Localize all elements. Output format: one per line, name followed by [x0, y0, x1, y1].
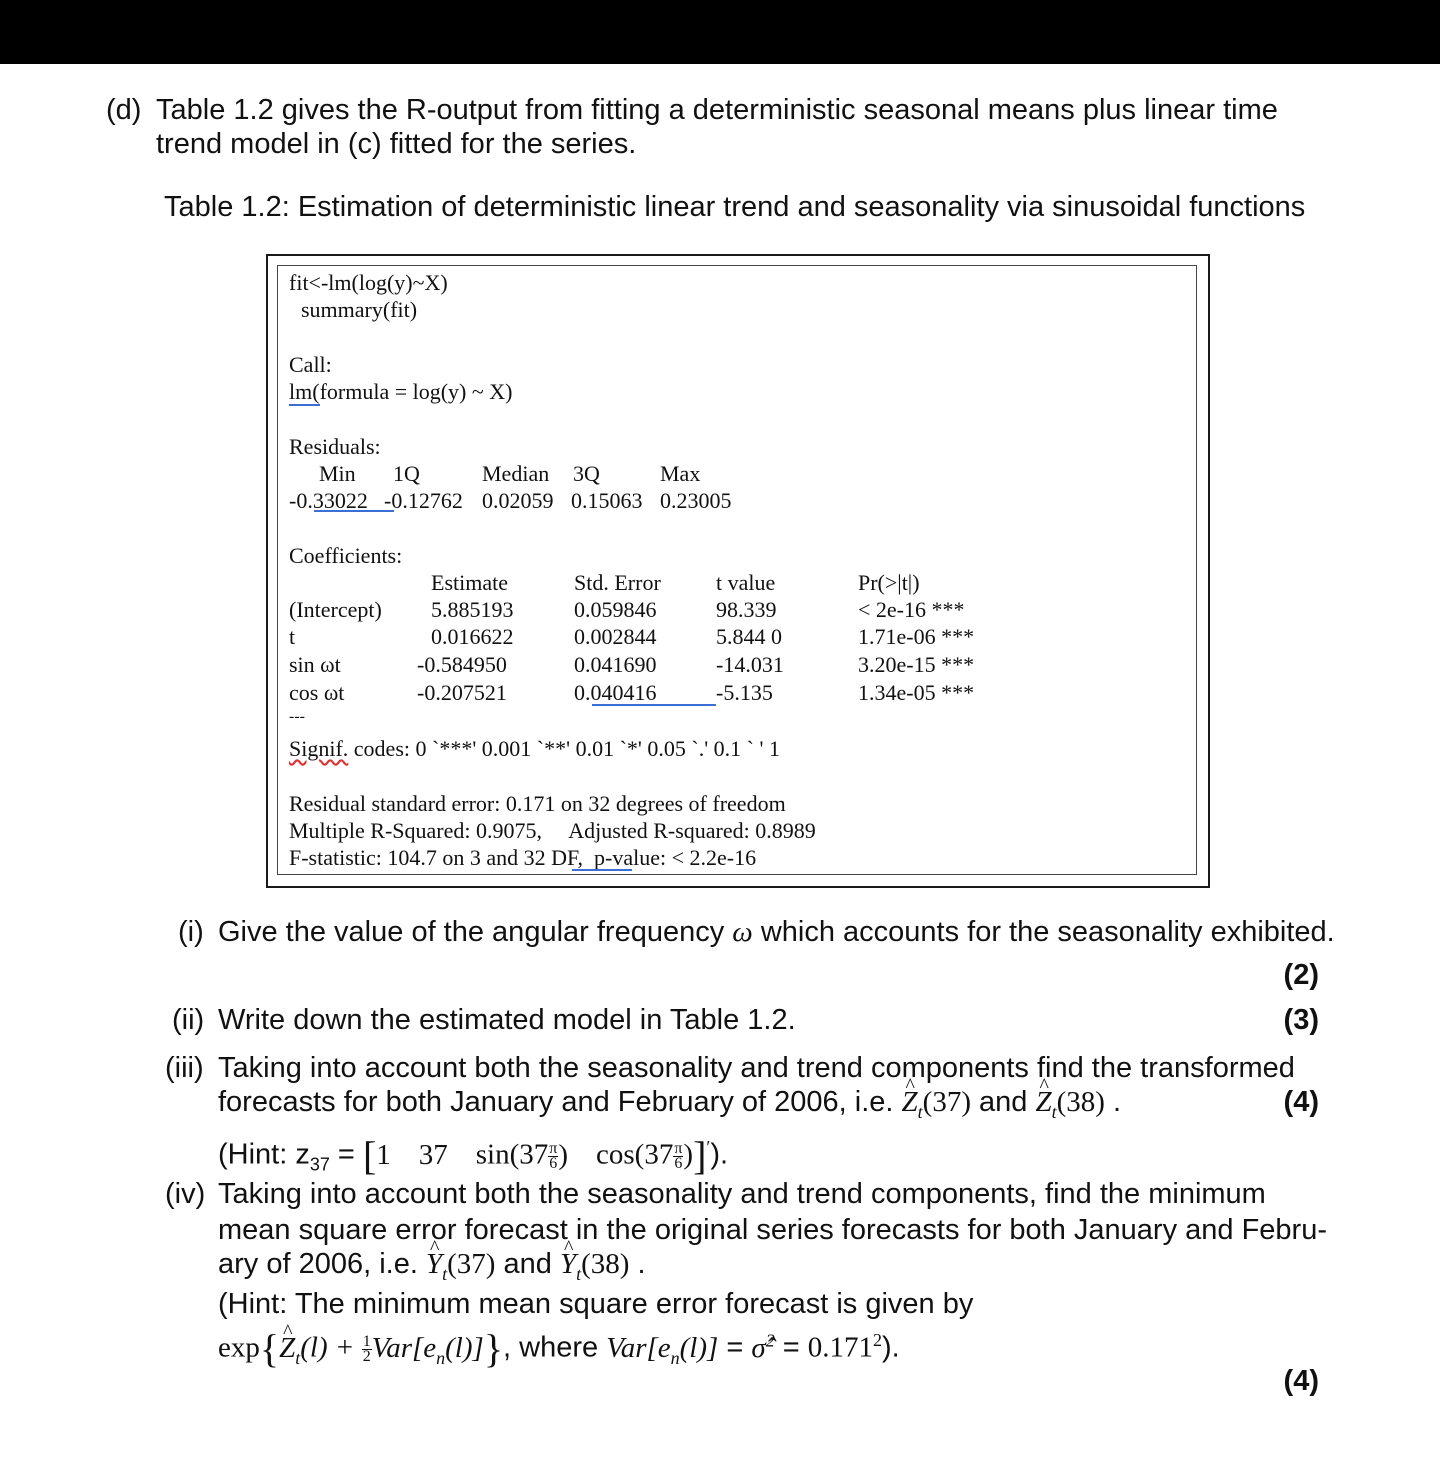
- z37-arg: (37): [922, 1086, 971, 1118]
- r-call-line: [289, 379, 513, 405]
- r-r-squared: Multiple R-Squared: 0.9075, Adjusted R-squared: 0.8989: [289, 818, 816, 843]
- q3-line2-text: forecasts for both January and February of 2006, i.e.: [218, 1086, 902, 1118]
- q3-end: .: [1104, 1086, 1122, 1118]
- residual-blue-underline: [314, 510, 394, 512]
- coef-t-value: -14.031: [716, 652, 784, 677]
- q2-text: Write down the estimated model in Table 1.2.: [218, 1004, 796, 1036]
- r-call-label: Call:: [289, 352, 332, 377]
- coef-row-name: (Intercept): [289, 597, 382, 622]
- q4-line1: [218, 1177, 1320, 1211]
- residual-value: 0.23005: [660, 488, 732, 513]
- q3-line1: [218, 1051, 1320, 1085]
- hint-close: ): [683, 1138, 694, 1171]
- q2-label: (ii): [172, 1004, 205, 1036]
- coef-estimate: -0.584950: [417, 652, 507, 677]
- var-text-2: Var[e: [606, 1331, 671, 1364]
- part-d-line1-text: Table 1.2 gives the R-output from fitting a deterministic seasonal means plus linear time: [156, 94, 1278, 126]
- r-cmd-summary: summary(fit): [301, 297, 418, 322]
- coef-std-error: 0.040416: [574, 680, 657, 705]
- coef-row-name: cos ωt: [289, 680, 345, 705]
- right-brace: }: [483, 1326, 504, 1371]
- coef-estimate: 5.885193: [431, 597, 514, 622]
- z38-arg: (38): [1056, 1086, 1105, 1118]
- residual-min: -0.33022: [289, 488, 368, 513]
- y-hat-symbol: ^ $Y_t$: [560, 1247, 581, 1291]
- q4-eq2: =: [774, 1331, 808, 1364]
- var-text: Var[e: [371, 1331, 437, 1364]
- residual-value: 0.15063: [571, 488, 643, 513]
- pi-num: π: [549, 1139, 558, 1157]
- q1-text: [218, 915, 1335, 949]
- coef-p-value: 1.71e-06 ***: [858, 624, 975, 649]
- residual-header: 1Q: [393, 461, 420, 486]
- q4-where: , where: [503, 1331, 607, 1364]
- q1-marks: (2): [1283, 959, 1319, 991]
- omega-symbol: ω: [732, 916, 753, 948]
- residual-value: -0.12762: [384, 488, 463, 513]
- pi-over-6: [673, 1139, 683, 1172]
- q2-marks: (3): [1283, 1004, 1319, 1036]
- r-separator: ---: [289, 708, 305, 725]
- pi-over-6: [548, 1139, 558, 1172]
- q3-hint: [218, 1130, 728, 1181]
- hint-v1: 1: [376, 1138, 391, 1171]
- coef-t-value: 98.339: [716, 597, 777, 622]
- residual-header: 3Q: [573, 461, 600, 486]
- q3-hint-eq: =: [329, 1138, 363, 1171]
- coef-header: Pr(>|t|): [858, 570, 920, 595]
- coef-estimate: 0.016622: [431, 624, 514, 649]
- part-d-line1: [156, 93, 1320, 127]
- coef-header: Estimate: [431, 570, 508, 595]
- y-hat-symbol: ^ $Y_t$: [426, 1247, 447, 1291]
- r-f-statistic: F-statistic: 104.7 on 3 and 32 DF, p-value: < 2.2e-16: [289, 845, 757, 870]
- q4-hint-line2: [218, 1323, 900, 1374]
- top-black-bar: [0, 0, 1440, 64]
- sigma-hat-sq: σ̂$^2$: [751, 1330, 775, 1364]
- sigma-value: 0.171: [807, 1331, 873, 1364]
- coef-t-value: -5.135: [716, 680, 773, 705]
- coef-p-value: 1.34e-05 ***: [858, 680, 975, 705]
- q4-and: and: [495, 1248, 560, 1280]
- transpose-mark: ′: [706, 1137, 711, 1157]
- q4-line3: [218, 1247, 646, 1291]
- r-residual-std-error: Residual standard error: 0.171 on 32 degrees of freedom: [289, 791, 786, 816]
- residual-value: 0.02059: [482, 488, 554, 513]
- q3-hint-end: ).: [710, 1138, 729, 1171]
- q3-marks: (4): [1283, 1086, 1319, 1118]
- r-cmd-fit: fit<-lm(log(y)~X): [289, 270, 448, 295]
- part-d-line2: trend model in (c) fitted for the series.: [156, 128, 637, 160]
- q4-eq: =: [718, 1331, 752, 1364]
- q1-text-a: Give the value of the angular frequency: [218, 916, 733, 948]
- r-call-rest: formula = log(y) ~ X): [319, 379, 513, 404]
- part-d-label: (d): [106, 94, 142, 126]
- table-caption: Table 1.2: Estimation of deterministic linear trend and seasonality via sinusoidal functions: [164, 191, 1306, 223]
- q3-and: and: [970, 1086, 1036, 1118]
- coef-p-value: < 2e-16 ***: [858, 597, 965, 622]
- coef-std-error: 0.002844: [574, 624, 657, 649]
- q3-line1-text: Taking into account both the seasonality and trend components find the transformed: [218, 1052, 1295, 1084]
- q4-end: .: [629, 1248, 646, 1280]
- r-residuals-label: Residuals:: [289, 434, 381, 459]
- hint-close: ): [558, 1138, 569, 1171]
- q4-line2-text: mean square error forecast in the original series forecasts for both January and Febru-: [218, 1214, 1327, 1246]
- coef-t-value: 5.844 0: [716, 624, 782, 649]
- fstat-blue-underline: [572, 869, 632, 871]
- coef-blue-underline: [592, 704, 716, 706]
- coef-estimate: -0.207521: [417, 680, 507, 705]
- q3-line2: [218, 1085, 1121, 1129]
- residual-header: Median: [482, 461, 550, 486]
- coef-std-error: 0.059846: [574, 597, 657, 622]
- z-hat-symbol: ^ $Z_t$: [1035, 1085, 1056, 1129]
- hint-v2: 37: [418, 1138, 448, 1171]
- z-hat-symbol: ^ $Z_t$: [279, 1331, 300, 1375]
- q3-label: (iii): [165, 1052, 204, 1084]
- q3-hint-a: (Hint: z: [218, 1138, 310, 1171]
- left-bracket: [: [362, 1133, 377, 1178]
- q3-hint-sub: 37: [309, 1154, 330, 1175]
- one-half: $\frac{1}{2}$: [362, 1332, 371, 1365]
- l-arg: (l) +: [300, 1331, 362, 1364]
- q4-line3-text: ary of 2006, i.e.: [218, 1248, 426, 1280]
- six-den: 6: [549, 1154, 558, 1172]
- q4-label: (iv): [165, 1178, 206, 1210]
- right-bracket: ]: [693, 1133, 707, 1178]
- coef-header: Std. Error: [574, 570, 661, 595]
- q4-line1-text: Taking into account both the seasonality and trend components, find the minimum: [218, 1178, 1266, 1210]
- y38-arg: (38): [581, 1248, 630, 1280]
- q4-hint-end: ).: [882, 1331, 900, 1364]
- var-term-2: $Var[e_n(l)]$: [606, 1331, 719, 1368]
- y37-arg: (37): [447, 1248, 496, 1280]
- r-coef-label: Coefficients:: [289, 543, 403, 568]
- q4-marks: (4): [1283, 1365, 1319, 1397]
- sigma-exp: 2: [873, 1330, 882, 1350]
- q4-line2: [218, 1213, 1327, 1247]
- residual-header: Min: [319, 461, 356, 486]
- r-signif-codes: [289, 736, 780, 762]
- var-term: $Var[e_n(l)]$: [371, 1331, 484, 1368]
- hint-sin: sin(37: [475, 1138, 549, 1171]
- coef-std-error: 0.041690: [574, 652, 657, 677]
- exp-fn: exp: [218, 1331, 260, 1364]
- coef-p-value: 3.20e-15 ***: [858, 652, 975, 677]
- z-hat-symbol: ^ $Z_t$: [902, 1085, 923, 1129]
- coef-row-name: sin ωt: [289, 652, 341, 677]
- r-call-fn: lm(: [289, 379, 320, 404]
- pi-num: π: [674, 1139, 683, 1157]
- signif-rest: codes: 0 `***' 0.001 `**' 0.01 `*' 0.05 `.' 0.1 ` ' 1: [348, 736, 780, 761]
- coef-header: t value: [716, 570, 776, 595]
- left-brace: {: [259, 1326, 280, 1371]
- q1-text-b: which accounts for the seasonality exhibited.: [752, 916, 1335, 948]
- q4-hint-line1: (Hint: The minimum mean square error forecast is given by: [218, 1288, 974, 1320]
- signif-word: Signif.: [289, 736, 349, 761]
- six-den: 6: [674, 1154, 683, 1172]
- q1-label: (i): [178, 916, 204, 948]
- hint-cos: cos(37: [596, 1138, 674, 1171]
- coef-row-name: t: [289, 624, 296, 649]
- residual-header: Max: [660, 461, 701, 486]
